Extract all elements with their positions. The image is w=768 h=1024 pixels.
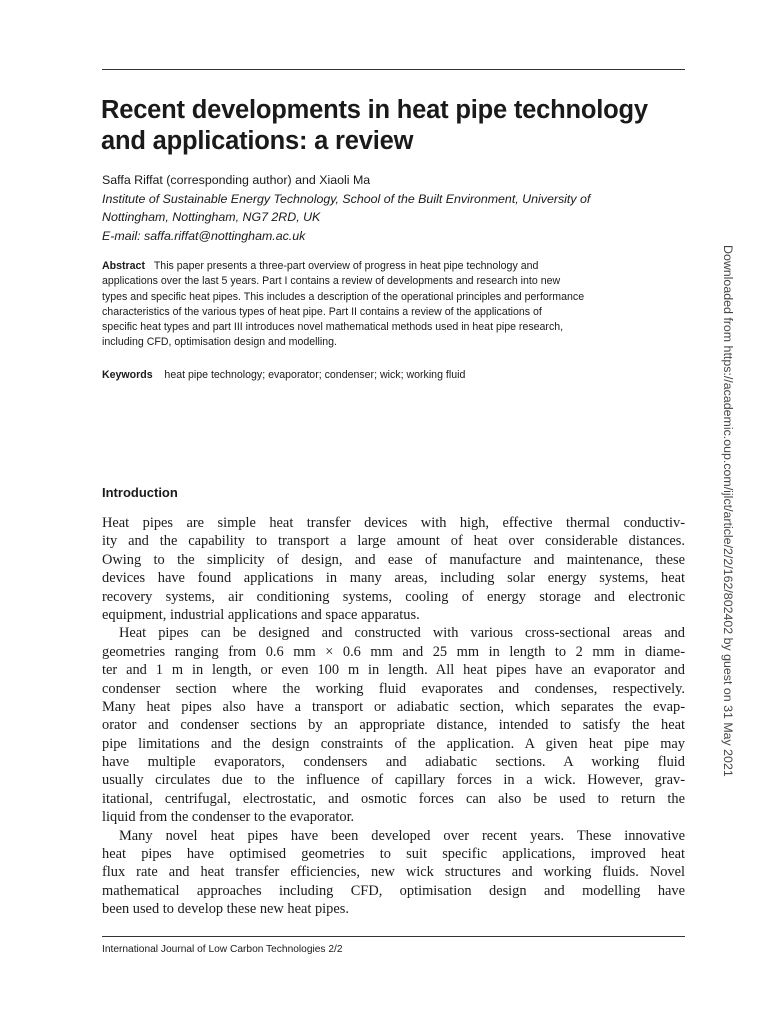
affiliation-line: Nottingham, Nottingham, NG7 2RD, UK <box>102 210 321 224</box>
author-email[interactable]: E-mail: saffa.riffat@nottingham.ac.uk <box>102 228 306 243</box>
body-line: flux rate and heat transfer efficiencies, new wick structures and working fluids. Novel <box>102 864 685 881</box>
article-title <box>101 95 701 157</box>
body-line: Many heat pipes also have a transport or adiabatic section, which separates the evap- <box>102 698 685 715</box>
keywords <box>102 368 692 383</box>
title-line: Recent developments in heat pipe technology <box>101 96 648 124</box>
body-line: heat pipes have optimised geometries to suit specific applications, improved heat <box>102 846 685 863</box>
body-line: devices have found applications in many areas, including solar energy systems, heat <box>102 570 685 587</box>
body-line: condenser section where the working fluid evaporates and condenses, respectively. <box>102 680 685 697</box>
body-line: pipe limitations and the design constraints of the application. A given heat pipe may <box>102 735 685 752</box>
body-line: Owing to the simplicity of design, and ease of manufacture and maintenance, these <box>102 551 685 568</box>
body-line: Heat pipes can be designed and constructed with various cross-sectional areas and <box>119 625 685 642</box>
abstract-line <box>102 259 692 274</box>
body-line: itational, centrifugal, electrostatic, and osmotic forces can also be used to return the <box>102 790 685 807</box>
body-line: usually circulates due to the influence of capillary forces in a wick. However, grav- <box>102 772 685 789</box>
title-line: and applications: a review <box>101 127 414 155</box>
abstract <box>102 259 692 351</box>
abstract-line: applications over the last 5 years. Part I contains a review of developments and research into new <box>102 275 561 288</box>
body-line: have multiple evaporators, condensers and adiabatic sections. A working fluid <box>102 754 685 771</box>
top-rule <box>102 69 685 70</box>
body-text <box>102 514 685 919</box>
abstract-line: including CFD, optimisation design and modelling. <box>102 336 337 349</box>
body-line: orator and condenser sections by an appropriate distance, intended to satisfy the heat <box>102 717 685 734</box>
body-line: Heat pipes are simple heat transfer devices with high, effective thermal conductiv- <box>102 515 685 531</box>
body-line: ter and 1 m in length, or even 100 m in length. All heat pipes have an evaporator and <box>102 662 685 679</box>
keywords-text: heat pipe technology; evaporator; condenser; wick; working fluid <box>164 369 466 381</box>
body-line: geometries ranging from 0.6 mm × 0.6 mm and 25 mm in length to 2 mm in diame- <box>102 643 685 660</box>
section-heading-introduction: Introduction <box>102 485 178 500</box>
abstract-text: This paper presents a three-part overview of progress in heat pipe technology and <box>153 260 539 272</box>
abstract-line: specific heat types and part III introduces novel mathematical methods used in heat pipe research, <box>102 321 564 334</box>
journal-footer: International Journal of Low Carbon Technologies 2/2 <box>102 944 343 955</box>
body-line: equipment, industrial applications and space apparatus. <box>102 606 420 623</box>
body-line: ity and the capability to transport a large amount of heat over considerable distances. <box>102 533 685 550</box>
footer-rule <box>102 936 685 937</box>
author-block <box>102 171 692 245</box>
body-line: recovery systems, air conditioning systems, cooling of energy storage and electronic <box>102 588 685 605</box>
keywords-label: Keywords <box>102 369 153 381</box>
body-line: Many novel heat pipes have been developed over recent years. These innovative <box>119 827 685 844</box>
affiliation-line: Institute of Sustainable Energy Technology, School of the Built Environment, University of <box>102 191 591 206</box>
body-line: been used to develop these new heat pipes. <box>102 901 349 918</box>
body-line: liquid from the condenser to the evaporator. <box>102 809 355 826</box>
abstract-line: characteristics of the various types of heat pipe. Part II contains a review of the applications of <box>102 305 542 318</box>
download-watermark: Downloaded from https://academic.oup.com/ijlct/article/2/2/162/802402 by guest on 31 May 2021 <box>721 245 735 777</box>
abstract-line: types and specific heat pipes. This includes a description of the operational principles and performance <box>102 290 585 303</box>
abstract-label: Abstract <box>102 260 145 272</box>
body-line: mathematical approaches including CFD, optimisation design and modelling have <box>102 882 685 899</box>
author-names: Saffa Riffat (corresponding author) and Xiaoli Ma <box>102 173 371 187</box>
